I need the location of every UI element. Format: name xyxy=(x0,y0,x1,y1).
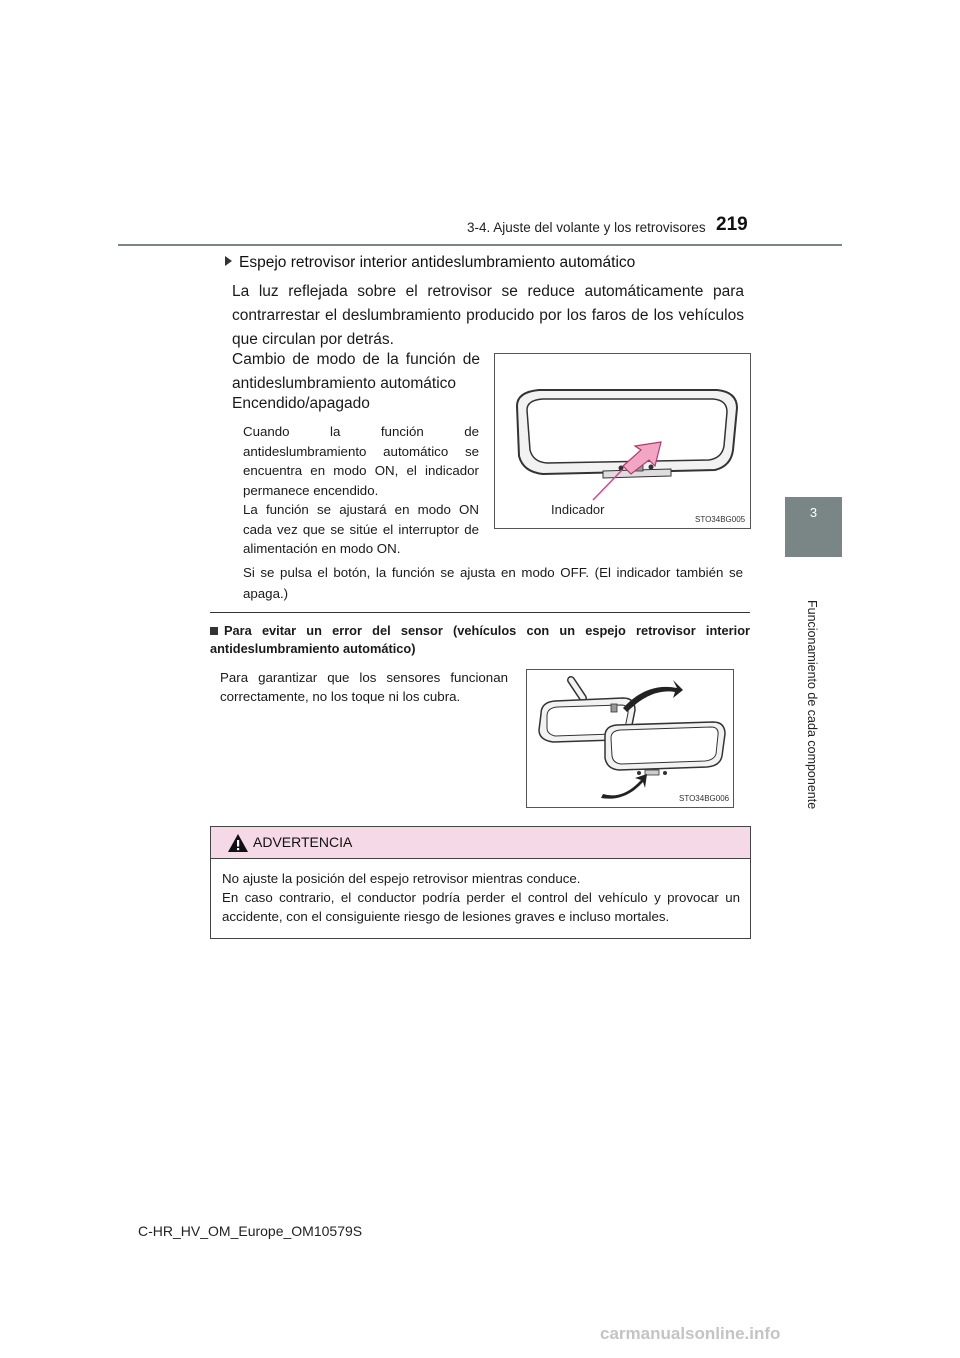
mirror-figure xyxy=(494,353,751,529)
figure-code: STO34BG006 xyxy=(679,794,730,803)
page-number: 219 xyxy=(716,214,748,235)
intro-paragraph: La luz reflejada sobre el retrovisor se reduce automáticamente para contrarrestar el deslumbramiento producido por los faros de los vehículos que circulan por detrás. xyxy=(232,283,744,348)
description-line: La función se ajustará en modo ON cada vez que se sitúe el interruptor de alimentación en modo ON. xyxy=(243,502,479,556)
header-rule xyxy=(118,244,842,246)
description-line: Cuando la función de antideslumbramiento automático se encuentra en modo ON, el indicador permanece encendido. xyxy=(243,424,479,498)
watermark: carmanualsonline.info xyxy=(600,1324,781,1343)
warning-header xyxy=(211,827,750,859)
button-press-note: Si se pulsa el botón, la función se ajusta en modo OFF. (El indicador también se apaga.) xyxy=(243,565,743,601)
warning-triangle-icon xyxy=(227,833,249,853)
chapter-label: Funcionamiento de cada componente xyxy=(805,600,819,810)
warning-line: No ajuste la posición del espejo retrovisor mientras conduce. xyxy=(222,871,581,886)
note-body: Para garantizar que los sensores funcionan correctamente, no los toque ni los cubra. xyxy=(220,670,508,704)
mode-change-title: Cambio de modo de la función de antideslumbramiento automático xyxy=(232,351,480,392)
on-off-label: Encendido/apagado xyxy=(232,395,370,412)
square-bullet-icon xyxy=(210,627,218,635)
chapter-tab xyxy=(785,497,842,557)
indicator-label: Indicador xyxy=(551,502,605,517)
mirror-illustration xyxy=(495,354,750,528)
warning-line: En caso contrario, el conductor podría perder el control del vehículo y provocar un accidente, con el consiguiente riesgo de lesiones graves e incluso mortales. xyxy=(222,890,740,924)
section-heading xyxy=(225,254,635,272)
mode-description xyxy=(243,422,479,559)
note-title-text: Para evitar un error del sensor (vehículos con un espejo retrovisor interior antideslumbramiento automático) xyxy=(210,623,750,656)
note-title xyxy=(210,622,750,658)
header-section-title: 3-4. Ajuste del volante y los retrovisores xyxy=(467,220,706,235)
warning-body xyxy=(222,869,740,926)
figure-code: STO34BG005 xyxy=(695,515,746,524)
chapter-number: 3 xyxy=(809,505,818,520)
warning-title: ADVERTENCIA xyxy=(253,834,353,850)
sensor-illustration xyxy=(527,670,733,807)
sensor-figure xyxy=(526,669,734,808)
note-separator xyxy=(210,612,750,613)
section-heading-text: Espejo retrovisor interior antideslumbramiento automático xyxy=(239,254,636,271)
warning-box xyxy=(210,826,751,939)
document-id: C-HR_HV_OM_Europe_OM10579S xyxy=(138,1223,363,1239)
triangle-bullet-icon xyxy=(225,256,232,266)
